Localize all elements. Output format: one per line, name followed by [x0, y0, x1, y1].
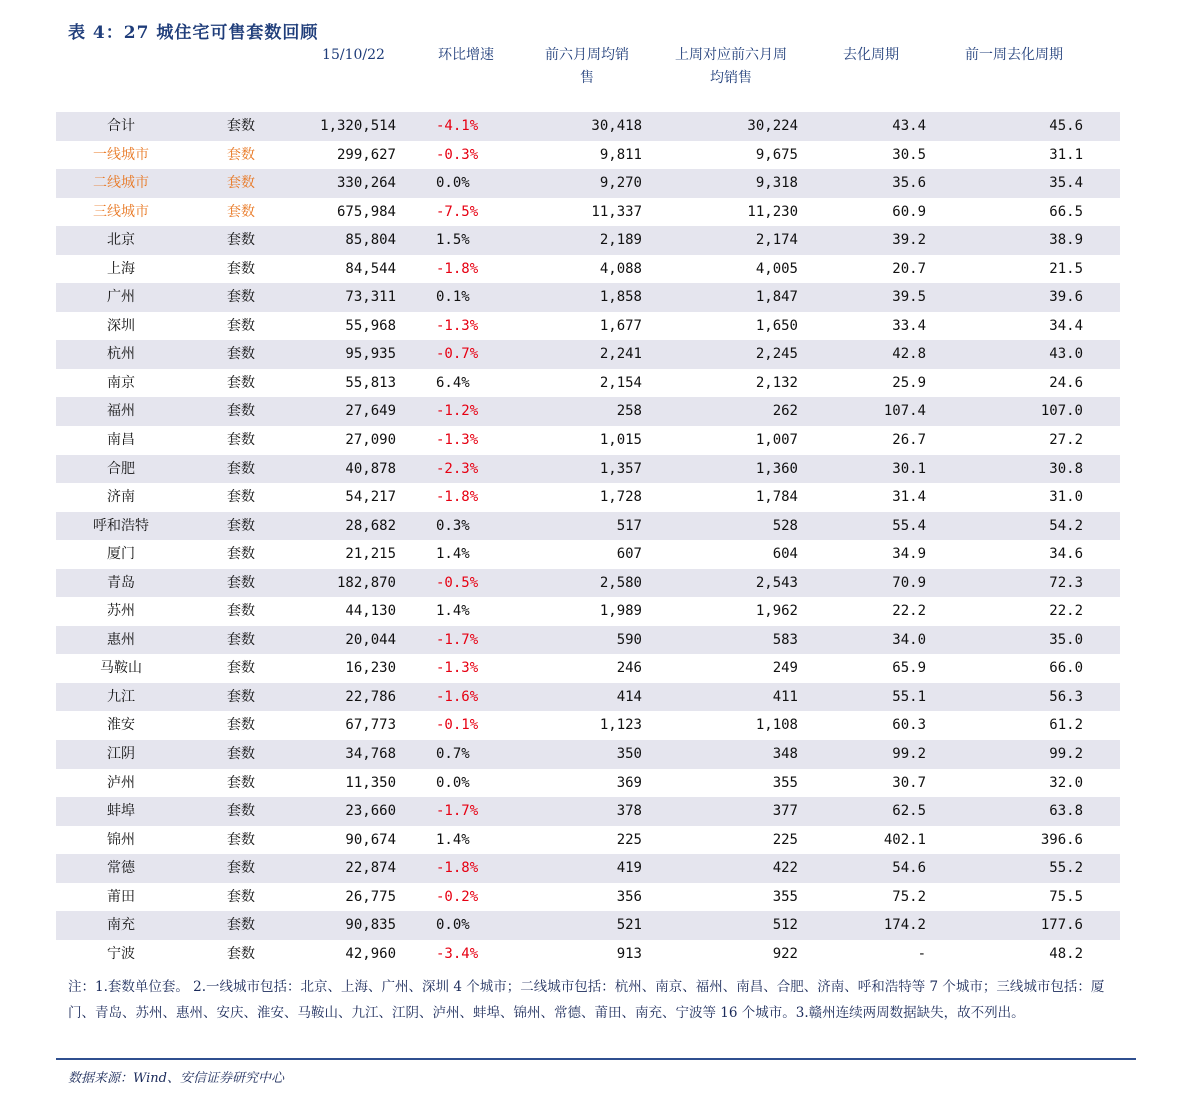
row-cycle: - — [917, 945, 926, 962]
row-prev-cycle: 63.8 — [1049, 803, 1083, 820]
header-avg6-line1: 前六月周均销 — [545, 47, 629, 63]
row-prev-cycle: 45.6 — [1049, 118, 1083, 134]
row-cycle: 402.1 — [883, 831, 926, 848]
row-name: 广州 — [107, 289, 135, 306]
row-cycle: 42.8 — [892, 346, 926, 363]
row-avg6: 517 — [616, 517, 642, 534]
header-date: 15/10/22 — [322, 47, 385, 63]
row-name: 呼和浩特 — [93, 517, 149, 534]
row-prev-cycle: 48.2 — [1049, 945, 1083, 962]
row-change: -0.7% — [436, 346, 479, 363]
row-prev6: 4,005 — [755, 260, 798, 277]
row-prev-cycle: 27.2 — [1049, 432, 1083, 449]
row-cycle: 30.1 — [892, 460, 926, 477]
row-prev6: 9,318 — [755, 175, 798, 192]
row-cycle: 26.7 — [892, 432, 926, 449]
row-unit: 套数 — [227, 888, 255, 905]
row-cycle: 55.1 — [892, 688, 926, 705]
row-cycle: 55.4 — [892, 517, 926, 534]
row-name: 厦门 — [107, 546, 135, 563]
row-unit: 套数 — [227, 631, 255, 648]
table-row — [56, 141, 1120, 170]
row-unit: 套数 — [227, 688, 255, 705]
row-avg6: 913 — [616, 945, 642, 962]
row-change: 0.0% — [436, 917, 470, 934]
row-avg6: 369 — [616, 774, 642, 791]
table-row — [56, 683, 1120, 712]
table-row — [56, 826, 1120, 855]
row-change: -0.5% — [436, 574, 479, 591]
row-unit: 套数 — [227, 831, 255, 848]
row-prev-cycle: 54.2 — [1049, 517, 1083, 534]
row-name: 九江 — [107, 688, 135, 705]
row-prev-cycle: 39.6 — [1049, 289, 1083, 306]
table-row — [56, 483, 1120, 512]
row-prev6: 1,650 — [755, 317, 798, 334]
row-name: 杭州 — [107, 346, 135, 363]
row-cycle: 60.3 — [892, 717, 926, 734]
row-unit: 套数 — [227, 146, 255, 163]
row-prev6: 9,675 — [755, 146, 798, 163]
row-unit: 套数 — [227, 546, 255, 563]
row-name: 宁波 — [107, 945, 135, 962]
row-prev-cycle: 107.0 — [1040, 403, 1083, 420]
row-unit: 套数 — [227, 803, 255, 820]
row-cycle: 174.2 — [883, 917, 926, 934]
table-row — [56, 226, 1120, 255]
row-count: 55,813 — [345, 374, 396, 391]
row-name: 马鞍山 — [100, 660, 142, 677]
row-unit: 套数 — [227, 517, 255, 534]
table-row — [56, 854, 1120, 883]
header-change: 环比增速 — [438, 47, 494, 63]
row-prev6: 1,108 — [755, 717, 798, 734]
data-source: 数据来源：Wind、安信证券研究中心 — [68, 1071, 284, 1086]
header-prev-cycle: 前一周去化周期 — [965, 47, 1063, 63]
row-count: 27,649 — [345, 403, 396, 420]
row-prev-cycle: 66.5 — [1049, 203, 1083, 220]
row-cycle: 43.4 — [892, 118, 926, 134]
row-change: 0.0% — [436, 774, 470, 791]
row-unit: 套数 — [227, 289, 255, 306]
row-change: 0.1% — [436, 289, 470, 306]
header-prev6 — [656, 44, 806, 90]
row-count: 44,130 — [345, 603, 396, 620]
row-name: 三线城市 — [93, 203, 149, 220]
row-unit: 套数 — [227, 917, 255, 934]
row-prev6: 422 — [772, 860, 798, 877]
row-name: 淮安 — [107, 717, 135, 734]
table-row — [56, 455, 1120, 484]
row-change: 1.4% — [436, 546, 470, 563]
row-prev-cycle: 34.4 — [1049, 317, 1083, 334]
row-count: 299,627 — [336, 146, 396, 163]
row-prev6: 2,543 — [755, 574, 798, 591]
row-change: -0.1% — [436, 717, 479, 734]
row-prev6: 2,245 — [755, 346, 798, 363]
row-change: -1.3% — [436, 317, 479, 334]
row-count: 22,786 — [345, 688, 396, 705]
row-count: 22,874 — [345, 860, 396, 877]
table-row — [56, 740, 1120, 769]
row-change: 1.4% — [436, 831, 470, 848]
row-prev6: 11,230 — [747, 203, 798, 220]
row-prev6: 355 — [772, 774, 798, 791]
row-avg6: 1,989 — [599, 603, 642, 620]
row-prev6: 512 — [772, 917, 798, 934]
row-name: 苏州 — [107, 603, 135, 620]
table-row — [56, 711, 1120, 740]
row-change: -1.3% — [436, 432, 479, 449]
row-unit: 套数 — [227, 260, 255, 277]
row-avg6: 225 — [616, 831, 642, 848]
row-count: 26,775 — [345, 888, 396, 905]
row-avg6: 11,337 — [591, 203, 642, 220]
row-count: 16,230 — [345, 660, 396, 677]
row-name: 青岛 — [107, 574, 135, 591]
row-prev-cycle: 66.0 — [1049, 660, 1083, 677]
row-prev-cycle: 43.0 — [1049, 346, 1083, 363]
row-prev-cycle: 31.1 — [1049, 146, 1083, 163]
row-count: 90,835 — [345, 917, 396, 934]
row-count: 40,878 — [345, 460, 396, 477]
row-cycle: 31.4 — [892, 489, 926, 506]
row-cycle: 75.2 — [892, 888, 926, 905]
row-unit: 套数 — [227, 489, 255, 506]
row-count: 95,935 — [345, 346, 396, 363]
row-unit: 套数 — [227, 118, 255, 134]
table-row — [56, 340, 1120, 369]
table-row — [56, 198, 1120, 227]
row-avg6: 258 — [616, 403, 642, 420]
row-count: 330,264 — [336, 175, 396, 192]
row-change: 0.7% — [436, 746, 470, 763]
row-cycle: 22.2 — [892, 603, 926, 620]
row-change: -1.2% — [436, 403, 479, 420]
row-change: 1.5% — [436, 232, 470, 249]
table-row — [56, 626, 1120, 655]
row-avg6: 356 — [616, 888, 642, 905]
row-avg6: 246 — [616, 660, 642, 677]
row-count: 90,674 — [345, 831, 396, 848]
row-count: 34,768 — [345, 746, 396, 763]
table-row — [56, 426, 1120, 455]
row-prev6: 377 — [772, 803, 798, 820]
row-cycle: 54.6 — [892, 860, 926, 877]
row-unit: 套数 — [227, 346, 255, 363]
row-change: -1.7% — [436, 631, 479, 648]
row-unit: 套数 — [227, 717, 255, 734]
table-title: 表 4：27 城住宅可售套数回顾 — [68, 23, 319, 43]
row-change: -1.8% — [436, 260, 479, 277]
row-change: -4.1% — [436, 118, 479, 134]
row-avg6: 521 — [616, 917, 642, 934]
row-count: 28,682 — [345, 517, 396, 534]
row-count: 42,960 — [345, 945, 396, 962]
row-unit: 套数 — [227, 432, 255, 449]
row-prev-cycle: 99.2 — [1049, 746, 1083, 763]
row-name: 济南 — [107, 489, 135, 506]
row-cycle: 33.4 — [892, 317, 926, 334]
row-prev-cycle: 31.0 — [1049, 489, 1083, 506]
row-prev-cycle: 32.0 — [1049, 774, 1083, 791]
row-prev6: 1,360 — [755, 460, 798, 477]
row-prev6: 348 — [772, 746, 798, 763]
row-cycle: 25.9 — [892, 374, 926, 391]
row-prev6: 528 — [772, 517, 798, 534]
row-avg6: 607 — [616, 546, 642, 563]
row-cycle: 34.0 — [892, 631, 926, 648]
row-avg6: 30,418 — [591, 118, 642, 134]
row-prev-cycle: 24.6 — [1049, 374, 1083, 391]
row-prev6: 225 — [772, 831, 798, 848]
row-prev6: 1,007 — [755, 432, 798, 449]
table-row — [56, 255, 1120, 284]
row-change: -1.3% — [436, 660, 479, 677]
row-prev-cycle: 38.9 — [1049, 232, 1083, 249]
header-avg6 — [526, 44, 648, 90]
row-change: -0.3% — [436, 146, 479, 163]
row-change: 0.3% — [436, 517, 470, 534]
row-unit: 套数 — [227, 403, 255, 420]
row-avg6: 4,088 — [599, 260, 642, 277]
row-count: 23,660 — [345, 803, 396, 820]
row-prev6: 1,847 — [755, 289, 798, 306]
row-avg6: 2,189 — [599, 232, 642, 249]
row-count: 84,544 — [345, 260, 396, 277]
row-avg6: 378 — [616, 803, 642, 820]
row-change: -1.8% — [436, 489, 479, 506]
table-row — [56, 797, 1120, 826]
table-row — [56, 369, 1120, 398]
row-change: -0.2% — [436, 888, 479, 905]
row-prev-cycle: 22.2 — [1049, 603, 1083, 620]
row-prev-cycle: 35.0 — [1049, 631, 1083, 648]
row-prev6: 2,132 — [755, 374, 798, 391]
row-unit: 套数 — [227, 574, 255, 591]
row-avg6: 350 — [616, 746, 642, 763]
table-row — [56, 569, 1120, 598]
row-name: 上海 — [107, 260, 135, 277]
row-avg6: 414 — [616, 688, 642, 705]
row-count: 73,311 — [345, 289, 396, 306]
row-unit: 套数 — [227, 460, 255, 477]
row-count: 20,044 — [345, 631, 396, 648]
header-prev6-line1: 上周对应前六月周 — [675, 47, 787, 63]
table-row — [56, 940, 1120, 969]
row-cycle: 35.6 — [892, 175, 926, 192]
row-count: 675,984 — [336, 203, 396, 220]
row-prev6: 583 — [772, 631, 798, 648]
table-header — [56, 44, 1120, 112]
row-prev-cycle: 75.5 — [1049, 888, 1083, 905]
table-row — [56, 283, 1120, 312]
data-table — [56, 112, 1120, 968]
table-row — [56, 597, 1120, 626]
row-cycle: 30.5 — [892, 146, 926, 163]
row-avg6: 1,677 — [599, 317, 642, 334]
row-prev6: 249 — [772, 660, 798, 677]
row-prev6: 411 — [772, 688, 798, 705]
row-avg6: 1,858 — [599, 289, 642, 306]
row-unit: 套数 — [227, 860, 255, 877]
row-prev-cycle: 177.6 — [1040, 917, 1083, 934]
row-prev6: 262 — [772, 403, 798, 420]
row-avg6: 1,728 — [599, 489, 642, 506]
row-prev6: 30,224 — [747, 118, 798, 134]
row-avg6: 2,241 — [599, 346, 642, 363]
row-unit: 套数 — [227, 203, 255, 220]
row-avg6: 2,154 — [599, 374, 642, 391]
row-count: 54,217 — [345, 489, 396, 506]
table-row — [56, 654, 1120, 683]
row-cycle: 99.2 — [892, 746, 926, 763]
row-change: 0.0% — [436, 175, 470, 192]
row-count: 1,320,514 — [320, 118, 396, 134]
row-prev6: 2,174 — [755, 232, 798, 249]
row-avg6: 1,015 — [599, 432, 642, 449]
table-notes: 注：1.套数单位套。 2.一线城市包括：北京、上海、广州、深圳 4 个城市；二线城市包括：杭州、南京、福州、南昌、合肥、济南、呼和浩特等 7 个城市；三线城市包括：厦门、青岛、苏州、惠州、安庆、淮安、马鞍山、九江、江阴、泸州、蚌埠、锦州、常德、莆田、南充、宁波等 16 个城市。3.赣州连续两周数据缺失，故不列出。 — [68, 979, 1105, 1021]
row-prev-cycle: 55.2 — [1049, 860, 1083, 877]
row-change: -1.8% — [436, 860, 479, 877]
row-name: 惠州 — [107, 631, 135, 648]
row-name: 泸州 — [107, 774, 135, 791]
row-prev-cycle: 56.3 — [1049, 688, 1083, 705]
row-avg6: 1,357 — [599, 460, 642, 477]
table-row — [56, 169, 1120, 198]
header-cycle: 去化周期 — [843, 47, 899, 63]
row-count: 182,870 — [336, 574, 396, 591]
row-prev6: 922 — [772, 945, 798, 962]
row-unit: 套数 — [227, 746, 255, 763]
row-cycle: 34.9 — [892, 546, 926, 563]
row-count: 85,804 — [345, 232, 396, 249]
row-name: 江阴 — [107, 746, 135, 763]
table-row — [56, 883, 1120, 912]
table-row — [56, 911, 1120, 940]
row-cycle: 60.9 — [892, 203, 926, 220]
table-row — [56, 512, 1120, 541]
row-name: 一线城市 — [93, 146, 149, 163]
row-name: 莆田 — [107, 888, 135, 905]
header-prev6-line2: 均销售 — [710, 70, 752, 86]
row-name: 南昌 — [107, 432, 135, 449]
row-cycle: 107.4 — [883, 403, 926, 420]
row-unit: 套数 — [227, 317, 255, 334]
table-row — [56, 312, 1120, 341]
table-row — [56, 112, 1120, 141]
row-count: 21,215 — [345, 546, 396, 563]
row-name: 合计 — [107, 118, 135, 134]
row-prev6: 1,784 — [755, 489, 798, 506]
row-cycle: 39.5 — [892, 289, 926, 306]
row-name: 常德 — [107, 860, 135, 877]
row-avg6: 2,580 — [599, 574, 642, 591]
table-row — [56, 397, 1120, 426]
row-change: -7.5% — [436, 203, 479, 220]
row-name: 蚌埠 — [107, 803, 135, 820]
row-name: 南充 — [107, 917, 135, 934]
row-unit: 套数 — [227, 945, 255, 962]
row-unit: 套数 — [227, 774, 255, 791]
row-name: 合肥 — [107, 460, 135, 477]
row-count: 11,350 — [345, 774, 396, 791]
row-count: 27,090 — [345, 432, 396, 449]
row-change: -3.4% — [436, 945, 479, 962]
row-avg6: 1,123 — [599, 717, 642, 734]
row-prev-cycle: 21.5 — [1049, 260, 1083, 277]
row-unit: 套数 — [227, 660, 255, 677]
row-change: 6.4% — [436, 374, 470, 391]
row-unit: 套数 — [227, 232, 255, 249]
row-change: -1.6% — [436, 688, 479, 705]
row-avg6: 419 — [616, 860, 642, 877]
row-count: 55,968 — [345, 317, 396, 334]
row-prev-cycle: 396.6 — [1040, 831, 1083, 848]
row-cycle: 20.7 — [892, 260, 926, 277]
row-cycle: 62.5 — [892, 803, 926, 820]
row-avg6: 9,811 — [599, 146, 642, 163]
row-prev6: 604 — [772, 546, 798, 563]
row-prev-cycle: 61.2 — [1049, 717, 1083, 734]
row-prev-cycle: 34.6 — [1049, 546, 1083, 563]
row-change: -2.3% — [436, 460, 479, 477]
row-name: 二线城市 — [93, 175, 149, 192]
row-prev-cycle: 72.3 — [1049, 574, 1083, 591]
row-count: 67,773 — [345, 717, 396, 734]
row-unit: 套数 — [227, 603, 255, 620]
row-prev6: 355 — [772, 888, 798, 905]
row-name: 深圳 — [107, 317, 135, 334]
row-name: 锦州 — [107, 831, 135, 848]
row-change: 1.4% — [436, 603, 470, 620]
row-cycle: 39.2 — [892, 232, 926, 249]
row-prev6: 1,962 — [755, 603, 798, 620]
row-cycle: 30.7 — [892, 774, 926, 791]
row-name: 福州 — [107, 403, 135, 420]
row-prev-cycle: 30.8 — [1049, 460, 1083, 477]
row-name: 北京 — [107, 232, 135, 249]
row-prev-cycle: 35.4 — [1049, 175, 1083, 192]
row-unit: 套数 — [227, 175, 255, 192]
footer-divider — [56, 1058, 1136, 1060]
row-unit: 套数 — [227, 374, 255, 391]
table-row — [56, 769, 1120, 798]
row-change: -1.7% — [436, 803, 479, 820]
row-cycle: 70.9 — [892, 574, 926, 591]
row-avg6: 9,270 — [599, 175, 642, 192]
row-avg6: 590 — [616, 631, 642, 648]
row-cycle: 65.9 — [892, 660, 926, 677]
header-avg6-line2: 售 — [580, 70, 594, 86]
row-name: 南京 — [107, 374, 135, 391]
table-row — [56, 540, 1120, 569]
